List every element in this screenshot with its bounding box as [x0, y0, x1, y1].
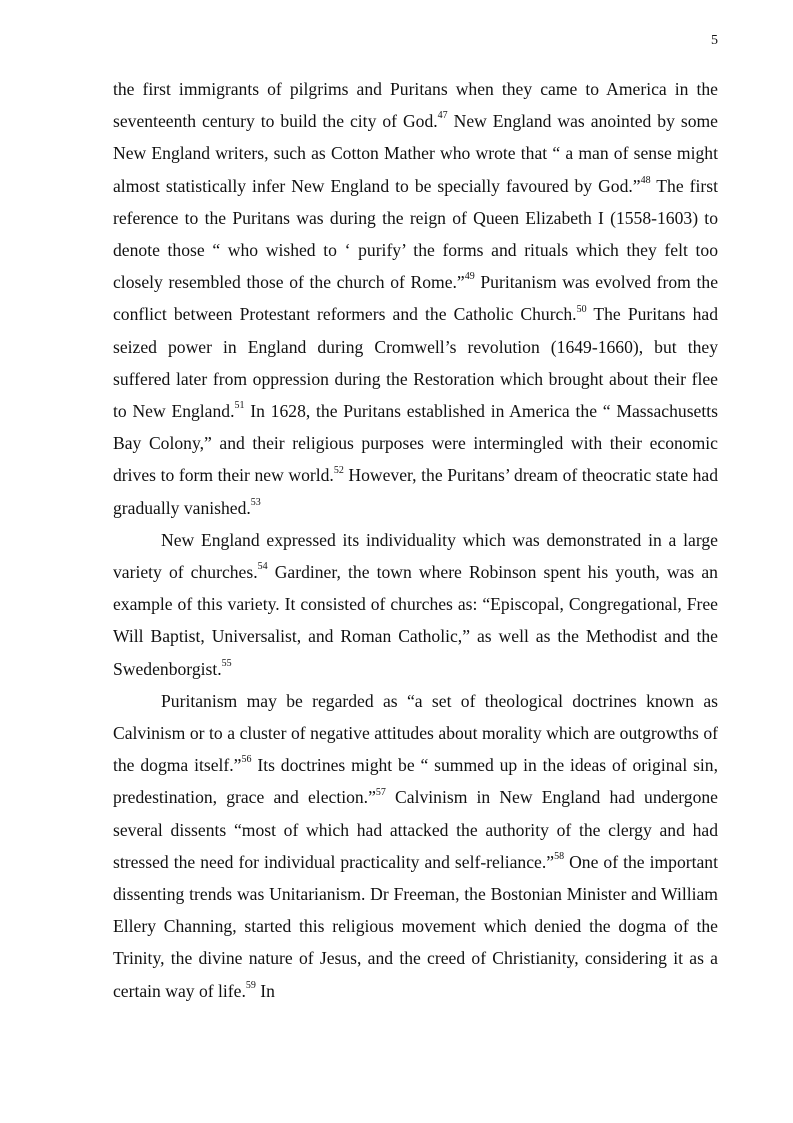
text-run: One of the important dissenting trends was Unitarianism. Dr Freeman, the Bostonian Minister and William Ellery Channing, started this religious movement which denied the dogma of the Trinity, the divine nature of Jesus, and the creed of Christianity, considering it as a certain way of life. — [113, 851, 718, 1001]
footnote-ref: 58 — [554, 851, 565, 863]
footnote-ref: 50 — [576, 303, 587, 315]
text-run: New England was anointed by some New England writers, such as Cotton Mather who wrote that “ a man of sense might almost statistically infer New England to be specially favoured by God.” — [113, 111, 718, 196]
paragraph-1 — [113, 73, 718, 524]
text-run: Puritanism may be regarded as “a set of theological doctrines known as Calvinism or to a cluster of negative attitudes about morality which are outgrowths of the dogma itself.” — [113, 690, 718, 776]
footnote-ref: 55 — [221, 657, 232, 669]
footnote-ref: 52 — [333, 464, 344, 476]
footnote-ref: 51 — [234, 400, 245, 412]
text-run: Puritanism was evolved from the conflict between Protestant reformers and the Catholic Church. — [113, 272, 719, 325]
paragraph-2 — [113, 524, 718, 685]
footnote-ref: 49 — [464, 271, 475, 283]
text-run: the first immigrants of pilgrims and Puritans when they came to America in the seventeenth century to build the city of God. — [113, 79, 718, 132]
footnote-ref: 59 — [245, 979, 256, 991]
text-run: Gardiner, the town where Robinson spent his youth, was an example of this variety. It consisted of churches as: “Episcopal, Congregational, Free Will Baptist, Universalist, and Roman Catholic,” as well as the Methodist and the Swedenborgist. — [113, 562, 718, 679]
footnote-ref: 47 — [437, 110, 448, 122]
footnote-ref: 53 — [250, 496, 261, 508]
text-run: New England expressed its individuality which was demonstrated in a large variety of churches. — [113, 529, 718, 583]
footnote-ref: 57 — [375, 786, 386, 798]
text-run: However, the Puritans’ dream of theocratic state had gradually vanished. — [113, 465, 718, 518]
text-run: In 1628, the Puritans established in America the “ Massachusetts Bay Colony,” and their religious purposes were intermingled with their economic drives to form their new world. — [113, 401, 718, 486]
text-run: Its doctrines might be “ summed up in the ideas of original sin, predestination, grace and election.” — [113, 755, 718, 808]
page-number: 5 — [711, 33, 718, 48]
text-run: In — [255, 980, 275, 1001]
text-run: The Puritans had seized power in England during Cromwell’s revolution (1649-1660), but they suffered later from oppression during the Restoration which brought about their flee to New England. — [113, 304, 718, 422]
text-run: Calvinism in New England had undergone several dissents “most of which had attacked the authority of the clergy and had stressed the need for individual practicality and self-reliance.” — [113, 787, 718, 872]
footnote-ref: 48 — [640, 174, 651, 186]
footnote-ref: 54 — [257, 561, 268, 573]
text-run: The first reference to the Puritans was during the reign of Queen Elizabeth I (1558-1603) to denote those “ who wished to ‘ purify’ the forms and rituals which they felt too closely resembled those of the church of Rome.” — [113, 175, 718, 293]
body-text — [113, 73, 718, 1007]
footnote-ref: 56 — [241, 754, 252, 766]
paragraph-3 — [113, 685, 718, 1007]
